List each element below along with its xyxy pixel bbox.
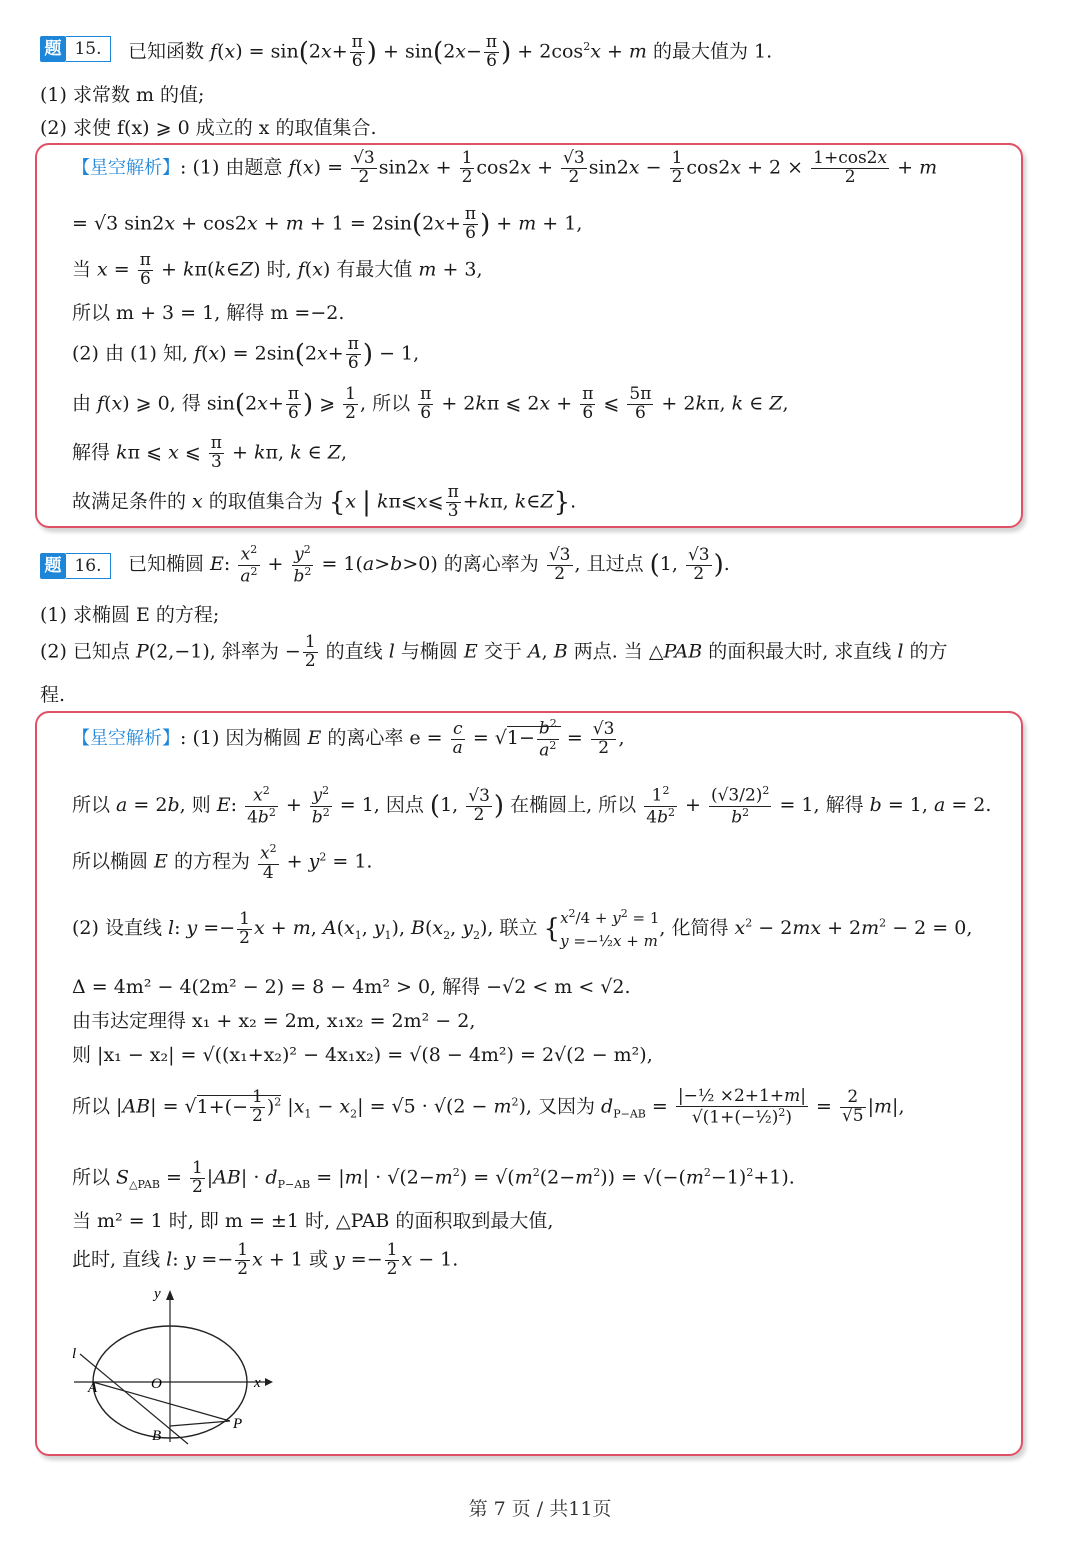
q16-sol-line-4: (2) 设直线 l: y =− $\frac{1}{2}$ x + m, $A(x_1$, $y_1$), $B(x_2$, $y_2$), 联立 { $x^2/4 + y^2 = 1$ y =−½x + m , 化简得 $x^2 - 2mx + 2m^2 - 2 = 0$, <box>72 907 973 950</box>
label-l: l <box>72 1346 77 1362</box>
label-P: P <box>233 1416 243 1432</box>
question-tag-16 <box>40 553 110 579</box>
q15-stem: 已知函数 f(x) = sin(2x+ $\frac{\pi}{6}$ ) + sin(2x− $\frac{\pi}{6}$ ) + $2\cos^2x + m$ 的最大值为 1. <box>128 32 773 71</box>
q16-sol-line-3: 所以椭圆 E 的方程为 $\frac{x^2}{4}$ + $y^2 = 1$. <box>72 842 373 883</box>
label-B: B <box>152 1428 162 1444</box>
question-number: 15. <box>66 36 111 62</box>
question-number: 16. <box>66 553 111 579</box>
question-icon: 题 <box>40 553 66 579</box>
q16-part2-cont: 程. <box>40 684 66 706</box>
label-x: x <box>254 1375 261 1391</box>
x-axis-arrow <box>265 1378 273 1386</box>
label-y: y <box>154 1286 161 1302</box>
q15-part2: (2) 求使 f(x) ⩾ 0 成立的 x 的取值集合. <box>40 117 377 139</box>
q16-sol-line-8: 所以 |AB| = √1+(− $\frac{1}{2}$ )$^2$ $|x_1 - x_2| = √5 \cdot √(2 - m^2)$, 又因为 $d_{P-AB}$ = $\frac{\text{|−½ ×2+1+m|}}{√(1+(-\frac{1}{2})^2)}$ = $\frac{2}{√5}$ |m|, <box>72 1086 905 1128</box>
q15-sol-line-4: 所以 m + 3 = 1, 解得 m =−2. <box>72 302 345 324</box>
solution-label: 【星空解析】 <box>72 157 180 179</box>
q16-sol-line-5: Δ = 4m² − 4(2m² − 2) = 8 − 4m² > 0, 解得 −√2 < m < √2. <box>72 976 631 998</box>
question-tag-15 <box>40 36 110 62</box>
q15-sol-line-2: = √3 sin2x + cos2x + m + 1 = 2sin(2x+ $\frac{\pi}{6}$ ) + m + 1, <box>72 204 583 243</box>
q15-sol-line-7: 解得 kπ ⩽ x ⩽ $\frac{\pi}{3}$ + kπ, k ∈ Z, <box>72 433 347 472</box>
label-O: O <box>151 1376 162 1392</box>
q15-part1: (1) 求常数 m 的值; <box>40 84 205 106</box>
q16-sol-line-11: 此时, 直线 l: y =− $\frac{1}{2}$ x + 1 或 y =− $\frac{1}{2}$ x − 1. <box>72 1240 459 1279</box>
label-A: A <box>88 1380 98 1396</box>
page-footer: 第 7 页 / 共11页 <box>468 1498 612 1520</box>
q16-part1: (1) 求椭圆 E 的方程; <box>40 604 220 626</box>
q15-sol-line-5: (2) 由 (1) 知, f(x) = 2sin(2x+ $\frac{\pi}{6}$ ) − 1, <box>72 334 420 373</box>
solution-label: 【星空解析】 <box>72 728 180 749</box>
q15-sol-line-8: 故满足条件的 x 的取值集合为 {x | kπ⩽x⩽ $\frac{\pi}{3}$ +kπ, k∈Z}. <box>72 482 577 521</box>
q16-sol-line-10: 当 m² = 1 时, 即 m = ±1 时, △PAB 的面积取到最大值, <box>72 1210 554 1232</box>
q16-sol-line-7: 则 |x₁ − x₂| = √((x₁+x₂)² − 4x₁x₂) = √(8 − 4m²) = 2√(2 − m²), <box>72 1044 653 1066</box>
q15-sol-line-3: 当 x = $\frac{\pi}{6}$ + kπ(k∈Z) 时, f(x) 有最大值 m + 3, <box>72 250 483 289</box>
q16-sol-line-2: 所以 a = 2b, 则 E: $\frac{x^2}{4b^2}$ + $\frac{y^2}{b^2}$ = 1, 因点 (1, $\frac{√3}{2}$ ) 在椭圆上, 所以 $\frac{1^2}{4b^2}$ + $\frac{(√3/2)^2}{b^2}$ = 1, 解得 b = 1, a = 2. <box>72 784 992 828</box>
q16-sol-line-1: 【星空解析】: (1) 因为椭圆 E 的离心率 e = $\frac{c}{a}$ = √1− $\frac{b^2}{a^2}$ = $\frac{√3}{2}$ , <box>72 717 625 761</box>
ellipse-figure <box>60 1282 290 1452</box>
q16-sol-line-9: 所以 $S_{\triangle PAB}$ = $\frac{1}{2}$ $|AB| \cdot d_{P-AB} = |m| \cdot √(2-m^2) = √(m^2(2-m^2)) = √(-(m^2-1)^2+1)$. <box>72 1158 795 1197</box>
q15-sol-line-1: 【星空解析】: (1) 由题意 f(x) = $\frac{√3}{2}$ sin2x + $\frac{1}{2}$ cos2x + $\frac{√3}{2}$ sin2x − $\frac{1}{2}$ cos2x + 2 × $\frac{1+\cos 2x}{2}$ + m <box>72 148 938 187</box>
q16-part2: (2) 已知点 P(2,−1), 斜率为 − $\frac{1}{2}$ 的直线 l 与椭圆 E 交于 A, B 两点. 当 △PAB 的面积最大时, 求直线 l 的方 <box>40 632 948 671</box>
y-axis-arrow <box>166 1290 174 1300</box>
q15-sol-line-6: 由 f(x) ⩾ 0, 得 sin(2x+ $\frac{\pi}{6}$ ) ⩾ $\frac{1}{2}$ , 所以 $\frac{\pi}{6}$ + 2kπ ⩽ 2x + $\frac{\pi}{6}$ ⩽ $\frac{5\pi}{6}$ + 2kπ, k ∈ Z, <box>72 384 789 423</box>
question-icon: 题 <box>40 36 66 62</box>
q16-stem: 已知椭圆 E: $\frac{x^2}{a^2}$ + $\frac{y^2}{b^2}$ = 1(a>b>0) 的离心率为 $\frac{√3}{2}$ , 且过点 (1, $\frac{√3}{2}$ ). <box>128 543 730 587</box>
q16-sol-line-6: 由韦达定理得 x₁ + x₂ = 2m, x₁x₂ = 2m² − 2, <box>72 1010 476 1032</box>
